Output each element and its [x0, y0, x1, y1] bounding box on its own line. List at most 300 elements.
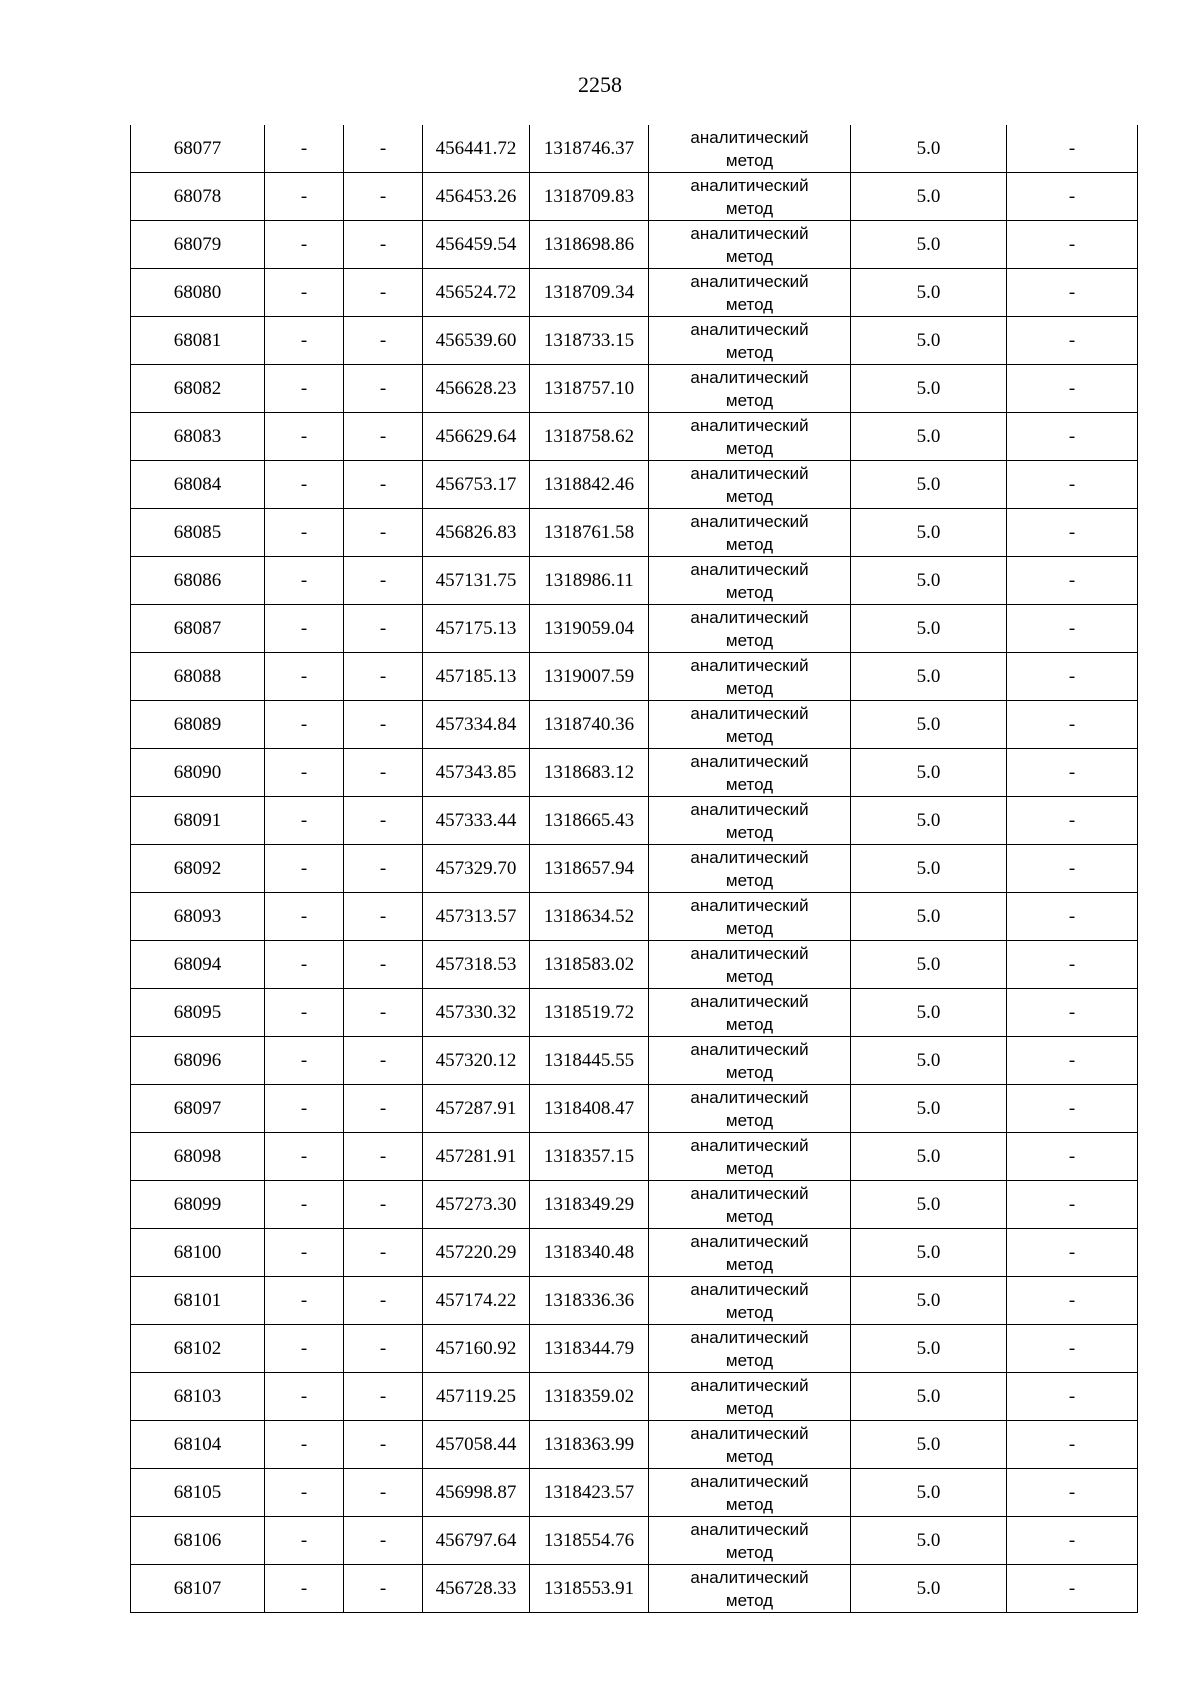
dash-cell: - [344, 269, 423, 317]
dash-cell: - [265, 1325, 344, 1373]
method-line-1: аналитический [690, 943, 809, 963]
dash-cell: - [1007, 701, 1138, 749]
dash-cell: - [344, 1517, 423, 1565]
y-coordinate-cell: 1318665.43 [530, 797, 649, 845]
dash-cell: - [265, 941, 344, 989]
dash-cell: - [344, 845, 423, 893]
dash-cell: - [1007, 461, 1138, 509]
method-cell [649, 1133, 851, 1181]
accuracy-cell: 5.0 [851, 1229, 1007, 1277]
table-row [131, 365, 1138, 413]
dash-cell: - [344, 1037, 423, 1085]
accuracy-cell: 5.0 [851, 797, 1007, 845]
method-line-1: аналитический [690, 655, 809, 675]
table-row [131, 173, 1138, 221]
x-coordinate-cell: 456728.33 [423, 1565, 530, 1613]
x-coordinate-cell: 456459.54 [423, 221, 530, 269]
point-id-cell: 68098 [131, 1133, 265, 1181]
point-id-cell: 68104 [131, 1421, 265, 1469]
table-row [131, 845, 1138, 893]
table-row [131, 1421, 1138, 1469]
x-coordinate-cell: 457174.22 [423, 1277, 530, 1325]
method-line-1: аналитический [690, 751, 809, 771]
table-row [131, 1037, 1138, 1085]
table-body [131, 125, 1138, 1613]
method-cell [649, 413, 851, 461]
accuracy-cell: 5.0 [851, 173, 1007, 221]
method-line-1: аналитический [690, 607, 809, 627]
dash-cell: - [1007, 605, 1138, 653]
table-row [131, 1277, 1138, 1325]
table-row [131, 1229, 1138, 1277]
y-coordinate-cell: 1319059.04 [530, 605, 649, 653]
y-coordinate-cell: 1318757.10 [530, 365, 649, 413]
point-id-cell: 68105 [131, 1469, 265, 1517]
dash-cell: - [265, 845, 344, 893]
method-line-1: аналитический [690, 415, 809, 435]
accuracy-cell: 5.0 [851, 1325, 1007, 1373]
method-line-2: метод [725, 1590, 774, 1610]
method-line-2: метод [725, 294, 774, 314]
method-line-1: аналитический [690, 559, 809, 579]
x-coordinate-cell: 456441.72 [423, 125, 530, 173]
method-line-1: аналитический [690, 1327, 809, 1347]
x-coordinate-cell: 457175.13 [423, 605, 530, 653]
method-line-2: метод [725, 870, 774, 890]
y-coordinate-cell: 1318357.15 [530, 1133, 649, 1181]
table-row [131, 461, 1138, 509]
y-coordinate-cell: 1318683.12 [530, 749, 649, 797]
table-row [131, 941, 1138, 989]
method-line-1: аналитический [690, 1183, 809, 1203]
point-id-cell: 68090 [131, 749, 265, 797]
dash-cell: - [344, 797, 423, 845]
method-line-1: аналитический [690, 367, 809, 387]
point-id-cell: 68100 [131, 1229, 265, 1277]
table-row [131, 1469, 1138, 1517]
x-coordinate-cell: 457273.30 [423, 1181, 530, 1229]
y-coordinate-cell: 1318340.48 [530, 1229, 649, 1277]
point-id-cell: 68091 [131, 797, 265, 845]
table-row [131, 749, 1138, 797]
method-line-2: метод [725, 1206, 774, 1226]
method-line-1: аналитический [690, 1279, 809, 1299]
dash-cell: - [344, 941, 423, 989]
method-cell [649, 989, 851, 1037]
point-id-cell: 68102 [131, 1325, 265, 1373]
dash-cell: - [265, 1277, 344, 1325]
x-coordinate-cell: 457160.92 [423, 1325, 530, 1373]
method-line-2: метод [725, 1014, 774, 1034]
x-coordinate-cell: 457333.44 [423, 797, 530, 845]
dash-cell: - [1007, 653, 1138, 701]
dash-cell: - [265, 605, 344, 653]
table-row [131, 413, 1138, 461]
point-id-cell: 68083 [131, 413, 265, 461]
x-coordinate-cell: 457287.91 [423, 1085, 530, 1133]
x-coordinate-cell: 457058.44 [423, 1421, 530, 1469]
point-id-cell: 68081 [131, 317, 265, 365]
dash-cell: - [344, 1277, 423, 1325]
method-line-2: метод [725, 1398, 774, 1418]
method-line-1: аналитический [690, 175, 809, 195]
x-coordinate-cell: 457313.57 [423, 893, 530, 941]
y-coordinate-cell: 1318758.62 [530, 413, 649, 461]
y-coordinate-cell: 1318986.11 [530, 557, 649, 605]
dash-cell: - [265, 653, 344, 701]
accuracy-cell: 5.0 [851, 269, 1007, 317]
method-cell [649, 1277, 851, 1325]
table-row [131, 1181, 1138, 1229]
dash-cell: - [265, 269, 344, 317]
accuracy-cell: 5.0 [851, 1469, 1007, 1517]
method-cell [649, 1181, 851, 1229]
method-line-2: метод [725, 1110, 774, 1130]
method-cell [649, 221, 851, 269]
y-coordinate-cell: 1318746.37 [530, 125, 649, 173]
method-cell [649, 749, 851, 797]
dash-cell: - [344, 1565, 423, 1613]
dash-cell: - [344, 1325, 423, 1373]
table-row [131, 893, 1138, 941]
y-coordinate-cell: 1318336.36 [530, 1277, 649, 1325]
method-line-1: аналитический [690, 703, 809, 723]
method-line-2: метод [725, 1350, 774, 1370]
method-line-1: аналитический [690, 1039, 809, 1059]
dash-cell: - [1007, 941, 1138, 989]
dash-cell: - [344, 221, 423, 269]
dash-cell: - [265, 1469, 344, 1517]
point-id-cell: 68103 [131, 1373, 265, 1421]
method-line-2: метод [725, 438, 774, 458]
point-id-cell: 68087 [131, 605, 265, 653]
accuracy-cell: 5.0 [851, 557, 1007, 605]
table-row [131, 653, 1138, 701]
table-row [131, 989, 1138, 1037]
accuracy-cell: 5.0 [851, 1565, 1007, 1613]
method-line-2: метод [725, 630, 774, 650]
dash-cell: - [1007, 1229, 1138, 1277]
x-coordinate-cell: 457318.53 [423, 941, 530, 989]
point-id-cell: 68080 [131, 269, 265, 317]
method-cell [649, 269, 851, 317]
method-cell [649, 1469, 851, 1517]
point-id-cell: 68084 [131, 461, 265, 509]
dash-cell: - [344, 893, 423, 941]
y-coordinate-cell: 1318423.57 [530, 1469, 649, 1517]
accuracy-cell: 5.0 [851, 1181, 1007, 1229]
y-coordinate-cell: 1319007.59 [530, 653, 649, 701]
point-id-cell: 68093 [131, 893, 265, 941]
point-id-cell: 68099 [131, 1181, 265, 1229]
accuracy-cell: 5.0 [851, 653, 1007, 701]
dash-cell: - [265, 1517, 344, 1565]
accuracy-cell: 5.0 [851, 1277, 1007, 1325]
accuracy-cell: 5.0 [851, 461, 1007, 509]
table-row [131, 1517, 1138, 1565]
method-line-1: аналитический [690, 1423, 809, 1443]
dash-cell: - [1007, 1421, 1138, 1469]
dash-cell: - [1007, 1181, 1138, 1229]
method-line-1: аналитический [690, 799, 809, 819]
y-coordinate-cell: 1318740.36 [530, 701, 649, 749]
method-line-1: аналитический [690, 1519, 809, 1539]
method-line-1: аналитический [690, 463, 809, 483]
method-cell [649, 125, 851, 173]
accuracy-cell: 5.0 [851, 413, 1007, 461]
dash-cell: - [1007, 1085, 1138, 1133]
table-row [131, 1133, 1138, 1181]
method-line-2: метод [725, 1254, 774, 1274]
dash-cell: - [1007, 1133, 1138, 1181]
dash-cell: - [1007, 173, 1138, 221]
method-line-2: метод [725, 150, 774, 170]
point-id-cell: 68082 [131, 365, 265, 413]
accuracy-cell: 5.0 [851, 605, 1007, 653]
dash-cell: - [265, 1373, 344, 1421]
accuracy-cell: 5.0 [851, 1133, 1007, 1181]
accuracy-cell: 5.0 [851, 1517, 1007, 1565]
method-line-2: метод [725, 1494, 774, 1514]
x-coordinate-cell: 456453.26 [423, 173, 530, 221]
method-cell [649, 365, 851, 413]
point-id-cell: 68101 [131, 1277, 265, 1325]
method-line-2: метод [725, 582, 774, 602]
accuracy-cell: 5.0 [851, 749, 1007, 797]
dash-cell: - [1007, 1373, 1138, 1421]
point-id-cell: 68092 [131, 845, 265, 893]
method-line-1: аналитический [690, 319, 809, 339]
dash-cell: - [1007, 893, 1138, 941]
dash-cell: - [1007, 749, 1138, 797]
method-cell [649, 1373, 851, 1421]
method-cell [649, 701, 851, 749]
table-row [131, 317, 1138, 365]
method-cell [649, 941, 851, 989]
dash-cell: - [265, 893, 344, 941]
dash-cell: - [1007, 557, 1138, 605]
page-number: 2258 [578, 72, 622, 97]
method-cell [649, 1085, 851, 1133]
y-coordinate-cell: 1318842.46 [530, 461, 649, 509]
method-cell [649, 605, 851, 653]
x-coordinate-cell: 457131.75 [423, 557, 530, 605]
accuracy-cell: 5.0 [851, 1421, 1007, 1469]
y-coordinate-cell: 1318363.99 [530, 1421, 649, 1469]
point-id-cell: 68086 [131, 557, 265, 605]
dash-cell: - [265, 749, 344, 797]
x-coordinate-cell: 456628.23 [423, 365, 530, 413]
dash-cell: - [344, 1133, 423, 1181]
y-coordinate-cell: 1318709.34 [530, 269, 649, 317]
point-id-cell: 68085 [131, 509, 265, 557]
x-coordinate-cell: 456797.64 [423, 1517, 530, 1565]
method-line-1: аналитический [690, 847, 809, 867]
dash-cell: - [344, 413, 423, 461]
method-line-2: метод [725, 1302, 774, 1322]
dash-cell: - [1007, 413, 1138, 461]
method-cell [649, 797, 851, 845]
method-cell [649, 461, 851, 509]
dash-cell: - [344, 1421, 423, 1469]
y-coordinate-cell: 1318408.47 [530, 1085, 649, 1133]
method-cell [649, 173, 851, 221]
x-coordinate-cell: 457281.91 [423, 1133, 530, 1181]
dash-cell: - [344, 605, 423, 653]
method-line-2: метод [725, 1158, 774, 1178]
x-coordinate-cell: 456629.64 [423, 413, 530, 461]
y-coordinate-cell: 1318583.02 [530, 941, 649, 989]
y-coordinate-cell: 1318554.76 [530, 1517, 649, 1565]
dash-cell: - [265, 1133, 344, 1181]
y-coordinate-cell: 1318634.52 [530, 893, 649, 941]
dash-cell: - [344, 701, 423, 749]
table-row [131, 1085, 1138, 1133]
y-coordinate-cell: 1318553.91 [530, 1565, 649, 1613]
y-coordinate-cell: 1318698.86 [530, 221, 649, 269]
accuracy-cell: 5.0 [851, 1085, 1007, 1133]
y-coordinate-cell: 1318445.55 [530, 1037, 649, 1085]
dash-cell: - [1007, 989, 1138, 1037]
accuracy-cell: 5.0 [851, 941, 1007, 989]
x-coordinate-cell: 457329.70 [423, 845, 530, 893]
dash-cell: - [344, 317, 423, 365]
dash-cell: - [344, 749, 423, 797]
method-line-1: аналитический [690, 1471, 809, 1491]
dash-cell: - [265, 1037, 344, 1085]
method-line-1: аналитический [690, 1567, 809, 1587]
table-row [131, 1325, 1138, 1373]
method-line-2: метод [725, 822, 774, 842]
dash-cell: - [1007, 797, 1138, 845]
method-line-1: аналитический [690, 991, 809, 1011]
method-line-2: метод [725, 1062, 774, 1082]
dash-cell: - [1007, 1277, 1138, 1325]
x-coordinate-cell: 457119.25 [423, 1373, 530, 1421]
dash-cell: - [265, 701, 344, 749]
dash-cell: - [344, 989, 423, 1037]
method-line-2: метод [725, 918, 774, 938]
table-row [131, 797, 1138, 845]
table-row [131, 1373, 1138, 1421]
method-cell [649, 1325, 851, 1373]
method-line-2: метод [725, 726, 774, 746]
table-row [131, 221, 1138, 269]
x-coordinate-cell: 456998.87 [423, 1469, 530, 1517]
point-id-cell: 68078 [131, 173, 265, 221]
point-id-cell: 68095 [131, 989, 265, 1037]
point-id-cell: 68089 [131, 701, 265, 749]
method-cell [649, 509, 851, 557]
dash-cell: - [265, 989, 344, 1037]
table-row [131, 701, 1138, 749]
dash-cell: - [265, 1229, 344, 1277]
coordinates-table [130, 125, 1138, 1613]
method-cell [649, 1037, 851, 1085]
table-row [131, 557, 1138, 605]
method-line-2: метод [725, 390, 774, 410]
dash-cell: - [265, 797, 344, 845]
accuracy-cell: 5.0 [851, 893, 1007, 941]
method-line-1: аналитический [690, 895, 809, 915]
y-coordinate-cell: 1318709.83 [530, 173, 649, 221]
accuracy-cell: 5.0 [851, 509, 1007, 557]
method-line-1: аналитический [690, 223, 809, 243]
dash-cell: - [265, 413, 344, 461]
method-cell [649, 845, 851, 893]
dash-cell: - [1007, 509, 1138, 557]
accuracy-cell: 5.0 [851, 845, 1007, 893]
dash-cell: - [265, 1565, 344, 1613]
accuracy-cell: 5.0 [851, 365, 1007, 413]
dash-cell: - [344, 509, 423, 557]
method-cell [649, 1421, 851, 1469]
table-row [131, 269, 1138, 317]
x-coordinate-cell: 456539.60 [423, 317, 530, 365]
method-cell [649, 1517, 851, 1565]
dash-cell: - [344, 365, 423, 413]
point-id-cell: 68107 [131, 1565, 265, 1613]
dash-cell: - [1007, 221, 1138, 269]
dash-cell: - [344, 1373, 423, 1421]
dash-cell: - [1007, 1037, 1138, 1085]
method-line-2: метод [725, 678, 774, 698]
accuracy-cell: 5.0 [851, 221, 1007, 269]
point-id-cell: 68106 [131, 1517, 265, 1565]
dash-cell: - [1007, 1469, 1138, 1517]
accuracy-cell: 5.0 [851, 1373, 1007, 1421]
method-cell [649, 1565, 851, 1613]
dash-cell: - [265, 365, 344, 413]
x-coordinate-cell: 457330.32 [423, 989, 530, 1037]
dash-cell: - [265, 461, 344, 509]
method-cell [649, 893, 851, 941]
accuracy-cell: 5.0 [851, 1037, 1007, 1085]
method-line-1: аналитический [690, 271, 809, 291]
dash-cell: - [265, 1421, 344, 1469]
x-coordinate-cell: 456826.83 [423, 509, 530, 557]
y-coordinate-cell: 1318657.94 [530, 845, 649, 893]
x-coordinate-cell: 457185.13 [423, 653, 530, 701]
y-coordinate-cell: 1318344.79 [530, 1325, 649, 1373]
method-line-2: метод [725, 246, 774, 266]
dash-cell: - [265, 1085, 344, 1133]
method-line-2: метод [725, 1542, 774, 1562]
table-row [131, 605, 1138, 653]
method-line-1: аналитический [690, 1135, 809, 1155]
dash-cell: - [265, 125, 344, 173]
method-line-1: аналитический [690, 1231, 809, 1251]
dash-cell: - [265, 221, 344, 269]
point-id-cell: 68088 [131, 653, 265, 701]
method-cell [649, 317, 851, 365]
dash-cell: - [344, 461, 423, 509]
dash-cell: - [265, 557, 344, 605]
dash-cell: - [265, 317, 344, 365]
dash-cell: - [344, 1469, 423, 1517]
x-coordinate-cell: 456753.17 [423, 461, 530, 509]
method-line-2: метод [725, 486, 774, 506]
x-coordinate-cell: 457334.84 [423, 701, 530, 749]
method-line-2: метод [725, 966, 774, 986]
dash-cell: - [1007, 845, 1138, 893]
method-cell [649, 1229, 851, 1277]
x-coordinate-cell: 457220.29 [423, 1229, 530, 1277]
x-coordinate-cell: 456524.72 [423, 269, 530, 317]
dash-cell: - [1007, 1517, 1138, 1565]
point-id-cell: 68096 [131, 1037, 265, 1085]
table-row [131, 1565, 1138, 1613]
